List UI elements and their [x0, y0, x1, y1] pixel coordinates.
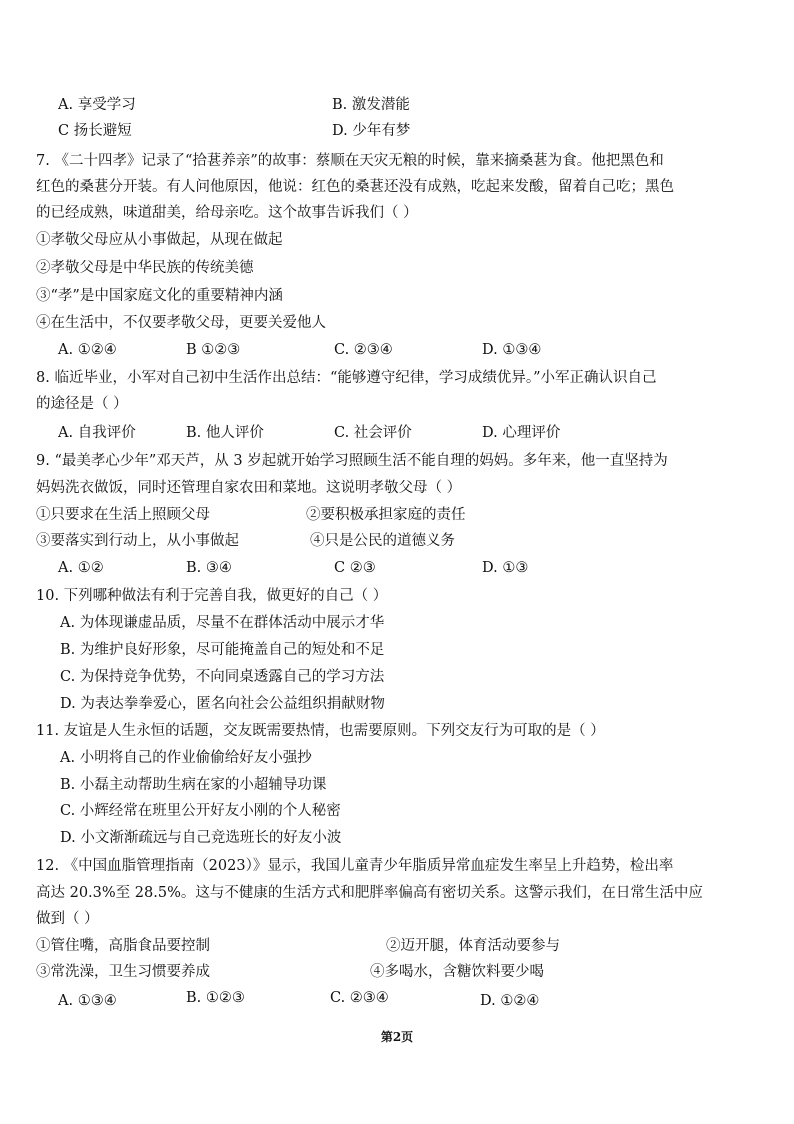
- q9-option-d: D. ①③: [482, 560, 529, 576]
- q7-option-a: A. ①②④: [58, 342, 117, 358]
- q7-stem-line-1: 7. 《二十四孝》记录了“拾葚养亲”的故事：蔡顺在天灾无粮的时候，靠来摘桑葚为食。他把黑色和: [36, 153, 664, 169]
- page-number: 第2页: [380, 1030, 414, 1044]
- q11-stem: 11. 友谊是人生永恒的话题，交友既需要热情，也需要原则。下列交友行为可取的是（ ）: [36, 723, 605, 739]
- q7-statement-1: ①孝敬父母应从小事做起，从现在做起: [36, 232, 283, 248]
- q12-statement-2: ②迈开腿，体育活动要参与: [386, 938, 560, 954]
- q7-statement-2: ②孝敬父母是中华民族的传统美德: [36, 260, 254, 276]
- q8-option-c: C. 社会评价: [334, 425, 412, 441]
- q10-option-b: B. 为维护良好形象，尽可能掩盖自己的短处和不足: [60, 642, 385, 658]
- q6-option-c: C 扬长避短: [58, 123, 132, 139]
- q12-stem-line-2: 高达 20.3%至 28.5%。这与不健康的生活方式和肥胖率偏高有密切关系。这警示我们，在日常生活中应: [36, 885, 703, 901]
- q7-option-d: D. ①③④: [482, 342, 542, 358]
- q12-statement-4: ④多喝水，含糖饮料要少喝: [370, 964, 544, 980]
- q11-option-c: C. 小辉经常在班里公开好友小刚的个人秘密: [60, 803, 341, 819]
- q7-option-b: B ①②③: [186, 342, 241, 358]
- q11-option-a: A. 小明将自己的作业偷偷给好友小强抄: [60, 750, 312, 766]
- q7-statement-4: ④在生活中，不仅要孝敬父母，更要关爱他人: [36, 315, 326, 331]
- q9-statement-3: ③要落实到行动上，从小事做起: [36, 533, 239, 549]
- q6-option-a: A. 享受学习: [58, 97, 136, 113]
- q8-option-d: D. 心理评价: [482, 425, 561, 441]
- q7-option-c: C. ②③④: [334, 342, 393, 358]
- q10-option-c: C. 为保持竞争优势，不向同桌透露自己的学习方法: [60, 669, 385, 685]
- q6-option-d: D. 少年有梦: [332, 123, 411, 139]
- q7-stem-line-3: 的已经成熟，味道甜美，给母亲吃。这个故事告诉我们（ ）: [36, 205, 418, 221]
- q11-option-b: B. 小磊主动帮助生病在家的小超辅导功课: [60, 777, 327, 793]
- q8-option-b: B. 他人评价: [186, 425, 264, 441]
- q7-statement-3: ③“孝”是中国家庭文化的重要精神内涵: [36, 288, 283, 304]
- q12-statement-3: ③常洗澡，卫生习惯要养成: [36, 964, 210, 980]
- q12-stem-line-3: 做到（ ）: [36, 911, 99, 927]
- q8-option-a: A. 自我评价: [58, 425, 136, 441]
- q10-option-d: D. 为表达拳拳爱心，匿名向社会公益组织捐献财物: [60, 696, 385, 712]
- q9-statement-2: ②要积极承担家庭的责任: [306, 507, 466, 523]
- q9-option-c: C ②③: [334, 560, 376, 576]
- q7-stem-line-2: 红色的桑葚分开装。有人问他原因，他说：红色的桑葚还没有成熟，吃起来发酸，留着自己吃；黑色: [36, 179, 674, 195]
- q8-stem-line-1: 8. 临近毕业，小军对自己初中生活作出总结：“能够遵守纪律，学习成绩优异。”小军正确认识自己: [36, 370, 657, 386]
- q9-option-a: A. ①②: [58, 560, 104, 576]
- q8-stem-line-2: 的途径是（ ）: [36, 396, 128, 412]
- q11-option-d: D. 小文渐渐疏远与自己竞选班长的好友小波: [60, 830, 342, 846]
- q12-option-c: C. ②③④: [330, 990, 389, 1006]
- q12-option-b: B. ①②③: [186, 990, 245, 1006]
- q9-statement-4: ④只是公民的道德义务: [310, 533, 455, 549]
- q6-option-b: B. 激发潜能: [332, 97, 410, 113]
- q9-stem-line-2: 妈妈洗衣做饭，同时还管理自家农田和菜地。这说明孝敬父母（ ）: [36, 480, 462, 496]
- q9-statement-1: ①只要求在生活上照顾父母: [36, 507, 210, 523]
- q10-option-a: A. 为体现谦虚品质，尽量不在群体活动中展示才华: [60, 615, 385, 631]
- q10-stem: 10. 下列哪种做法有利于完善自我，做更好的自己（ ）: [36, 588, 388, 604]
- q9-option-b: B. ③④: [186, 560, 232, 576]
- q9-stem-line-1: 9. “最美孝心少年”邓天芦，从 3 岁起就开始学习照顾生活不能自理的妈妈。多年来，他一直坚持为: [36, 453, 668, 469]
- q12-statement-1: ①管住嘴，高脂食品要控制: [36, 938, 210, 954]
- q12-stem-line-1: 12. 《中国血脂管理指南（2023）》显示，我国儿童青少年脂质异常血症发生率呈上升趋势，检出率: [36, 858, 674, 874]
- q12-option-a: A. ①③④: [58, 993, 117, 1009]
- q12-option-d: D. ①②④: [480, 993, 540, 1009]
